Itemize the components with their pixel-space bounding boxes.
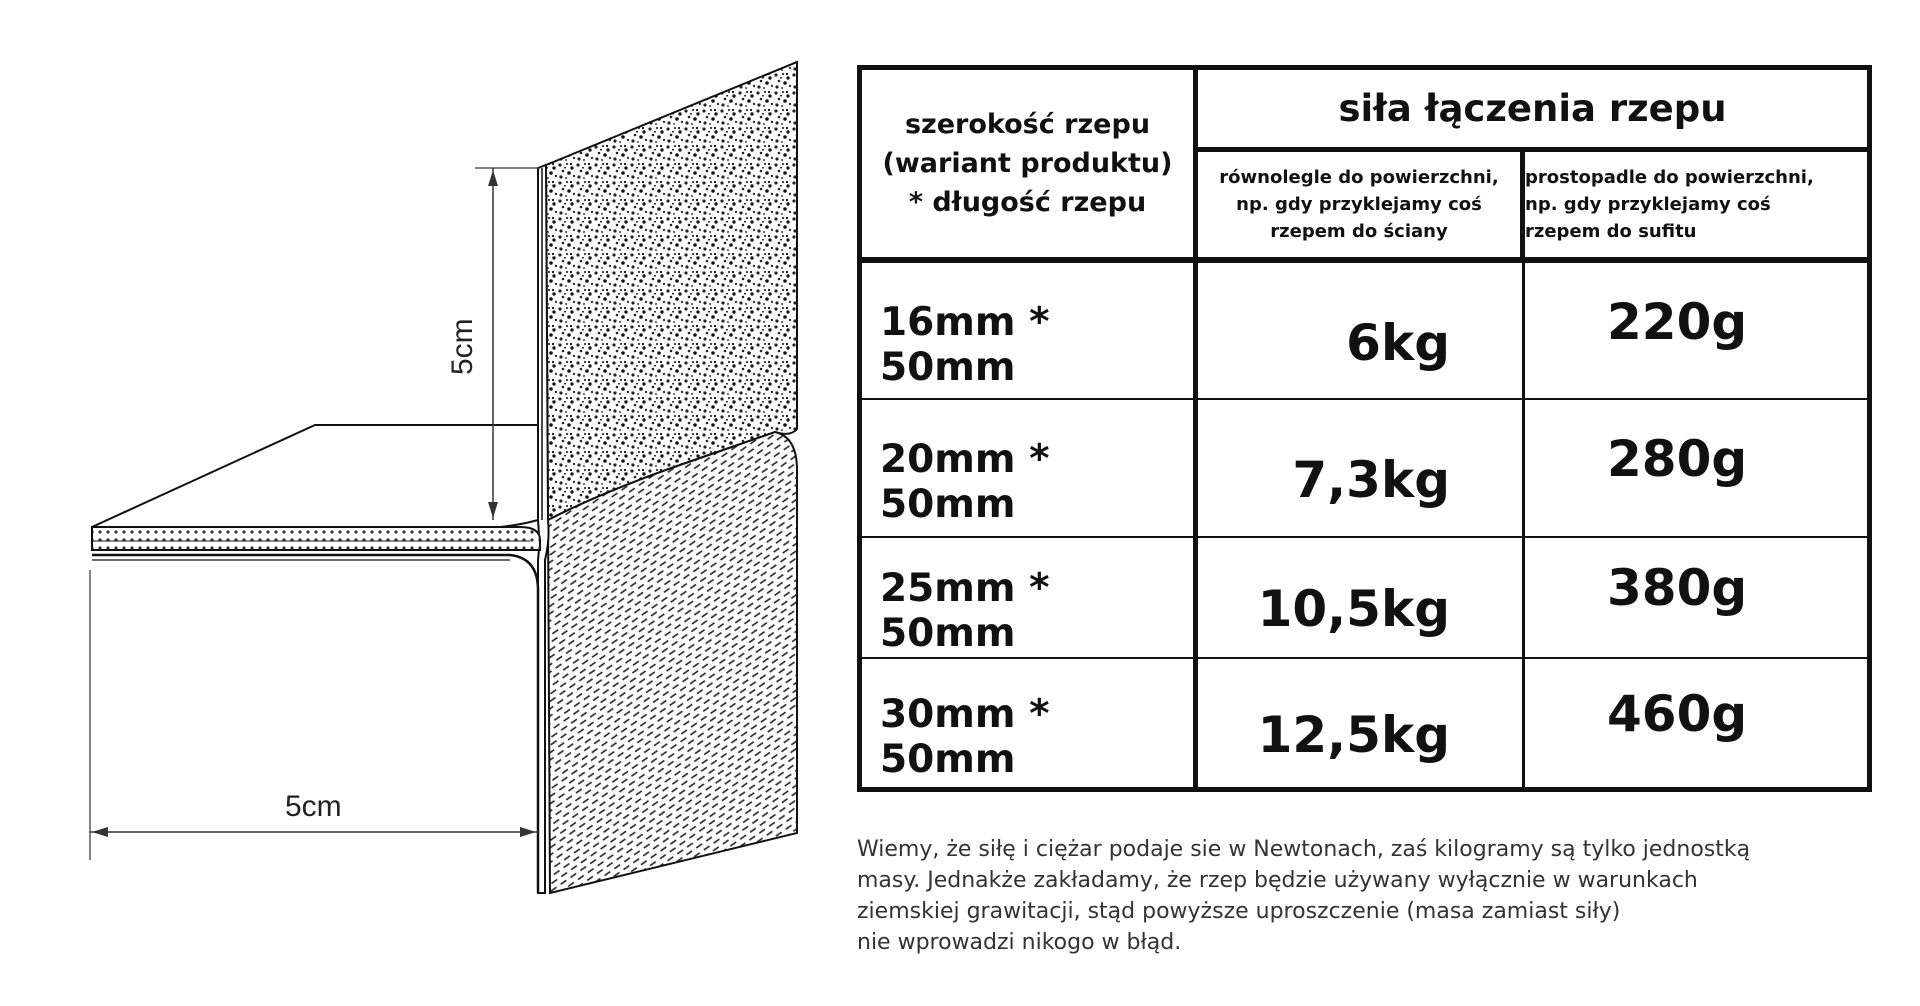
perpendicular-cell: 280g (1525, 400, 1867, 537)
note-line-1: Wiemy, że siłę i ciężar podaje sie w Newtonach, zaś kilogramy są tylko jednostką (857, 837, 1751, 862)
header-size-line-3: * długość rzepu (908, 187, 1147, 219)
vertical-dimension-label: 5cm (446, 318, 479, 375)
vertical-wall-edge (538, 165, 549, 893)
layered-strip (92, 527, 540, 550)
parallel-cell: 12,5kg (1198, 659, 1525, 787)
perpendicular-cell: 460g (1607, 684, 1748, 743)
velcro-strength-table (857, 65, 1872, 792)
note-line-2: masy. Jednakże zakładamy, że rzep będzie używany wyłącznie w warunkach (857, 868, 1698, 893)
header-size-line-1: szerokość rzepu (904, 109, 1151, 141)
size-cell: 16mm * 50mm (862, 263, 1198, 400)
header-size (862, 70, 1198, 263)
vertical-velcro-hatched (548, 432, 797, 893)
size-cell: 30mm * 50mm (862, 659, 1198, 787)
bent-corner (92, 555, 538, 893)
note-line-4: nie wprowadzi nikogo w błąd. (857, 930, 1182, 955)
table-row (862, 538, 1867, 659)
units-note (857, 834, 1817, 958)
header-parallel-line-2: np. gdy przyklejamy coś (1236, 194, 1482, 216)
size-cell: 20mm * 50mm (862, 400, 1198, 537)
parallel-cell: 7,3kg (1198, 400, 1525, 537)
header-parallel-line-3: rzepem do ściany (1270, 221, 1448, 243)
horizontal-dimension-label: 5cm (285, 790, 342, 823)
note-line-3: ziemskiej grawitacji, stąd powyższe uproszczenie (masa zamiast siły) (857, 899, 1621, 924)
header-perpendicular-line-2: np. gdy przyklejamy coś (1525, 194, 1771, 216)
header-size-line-2: (wariant produktu) (882, 148, 1173, 180)
header-perpendicular-line-1: prostopadle do powierzchni, (1525, 167, 1814, 189)
parallel-cell: 6kg (1198, 263, 1525, 400)
table-row (862, 400, 1867, 537)
perpendicular-cell: 220g (1525, 263, 1867, 400)
header-perpendicular-line-3: rzepem do sufitu (1525, 221, 1697, 243)
header-perpendicular (1525, 152, 1867, 263)
header-force: siła łączenia rzepu (1198, 70, 1867, 152)
parallel-cell: 10,5kg (1198, 538, 1525, 659)
size-cell: 25mm * 50mm (862, 538, 1198, 659)
header-parallel-line-1: równolegle do powierzchni, (1219, 167, 1499, 189)
perpendicular-cell: 380g (1525, 538, 1867, 659)
table-row (862, 659, 1867, 787)
header-parallel (1198, 152, 1525, 263)
velcro-test-diagram (0, 0, 820, 1006)
horizontal-plate-top (92, 425, 538, 527)
table-row (862, 263, 1867, 400)
